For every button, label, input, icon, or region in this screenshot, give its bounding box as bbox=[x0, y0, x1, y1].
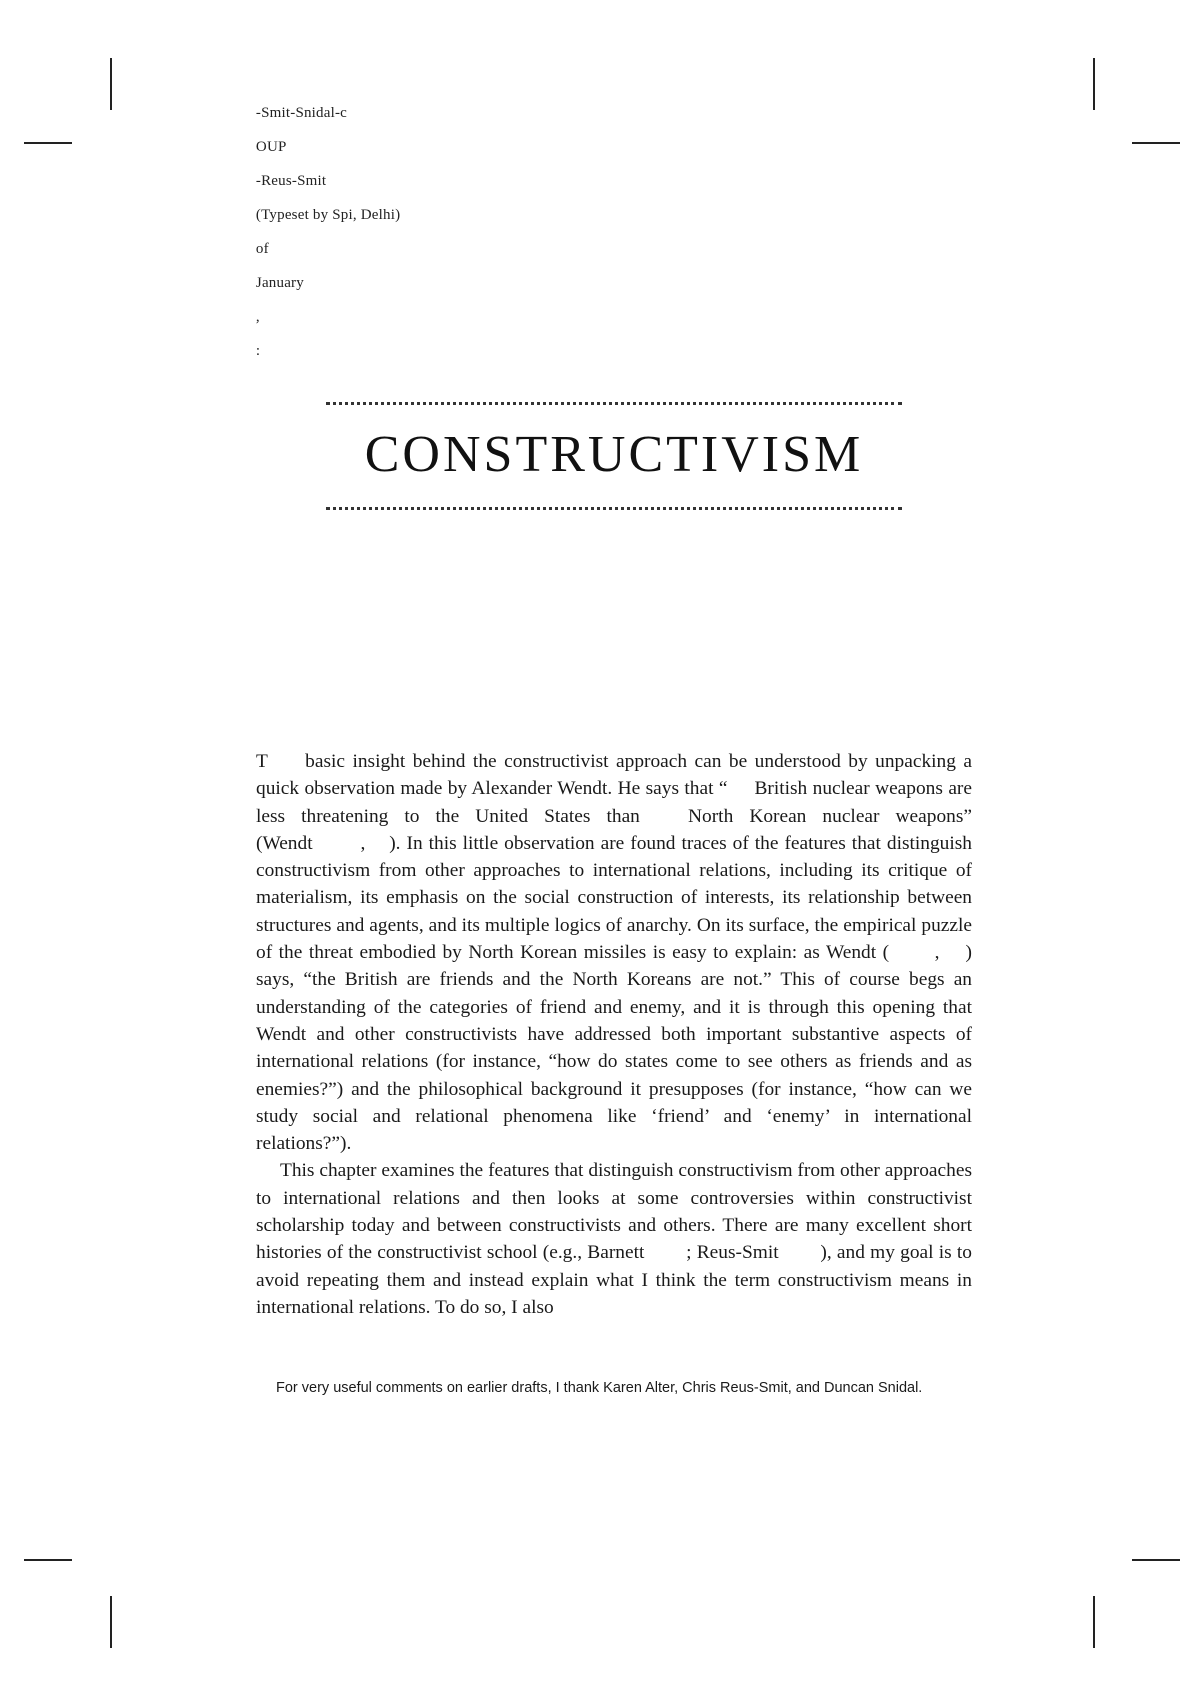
crop-mark-top-left-vertical bbox=[110, 58, 112, 110]
crop-mark-top-left-horizontal bbox=[24, 142, 72, 144]
chapter-title: CONSTRUCTIVISM bbox=[364, 426, 864, 483]
running-head-date: January bbox=[255, 275, 304, 291]
crop-mark-top-right-horizontal bbox=[1132, 142, 1180, 144]
footnote: For very useful comments on earlier drafts, I thank Karen Alter, Chris Reus-Smit, and Duncan Snidal. bbox=[276, 1380, 923, 1396]
body-text bbox=[256, 748, 972, 1321]
crop-mark-bottom-right-vertical bbox=[1093, 1596, 1095, 1648]
running-head-publisher: OUP bbox=[255, 139, 287, 155]
running-head-author: -Reus-Smit bbox=[255, 173, 327, 189]
running-head bbox=[248, 88, 968, 360]
running-head-colon: : bbox=[255, 343, 261, 359]
title-rule-top bbox=[326, 402, 902, 405]
running-head-typeset: (Typeset by Spi, Delhi) bbox=[255, 207, 401, 223]
crop-mark-bottom-left-vertical bbox=[110, 1596, 112, 1648]
title-rule-bottom bbox=[326, 507, 902, 510]
crop-mark-bottom-right-horizontal bbox=[1132, 1559, 1180, 1561]
running-head-comma: , bbox=[255, 309, 260, 325]
crop-mark-bottom-left-horizontal bbox=[24, 1559, 72, 1561]
chapter-title-block bbox=[326, 402, 902, 510]
running-head-file: -Smit-Snidal-c bbox=[255, 105, 348, 121]
running-head-of: of bbox=[255, 241, 269, 257]
crop-mark-top-right-vertical bbox=[1093, 58, 1095, 110]
body-paragraph-1: T basic insight behind the constructivist approach can be understood by unpacking a quick observation made by Alexander Wendt. He says that “ British nuclear weapons are less threatening to the United States than North Korean nuclear weapons” (Wendt , ). In this little observation are found traces of the features that distinguish constructivism from other approaches to international relations, including its critique of materialism, its emphasis on the social construction of interests, its relationship between structures and agents, and its multiple logics of anarchy. On its surface, the empirical puzzle of the threat embodied by North Korean missiles is easy to explain: as Wendt ( , ) says, “the British are friends and the North Koreans are not.” This of course begs an understanding of the categories of friend and enemy, and it is through this opening that Wendt and other constructivists have addressed both important substantive aspects of international relations (for instance, “how do states come to see others as friends and as enemies?”) and the philosophical background it presupposes (for instance, “how can we study social and relational phenomena like ‘friend’ and ‘enemy’ in international relations?”). bbox=[256, 751, 972, 1155]
body-paragraph-2: This chapter examines the features that distinguish constructivism from other approaches to international relations and then looks at some controversies within constructivist scholarship today and between constructivists and others. There are many excellent short histories of the constructivist school (e.g., Barnett ; Reus-Smit ), and my goal is to avoid repeating them and instead explain what I think the term constructivism means in international relations. To do so, I also bbox=[256, 1160, 972, 1318]
